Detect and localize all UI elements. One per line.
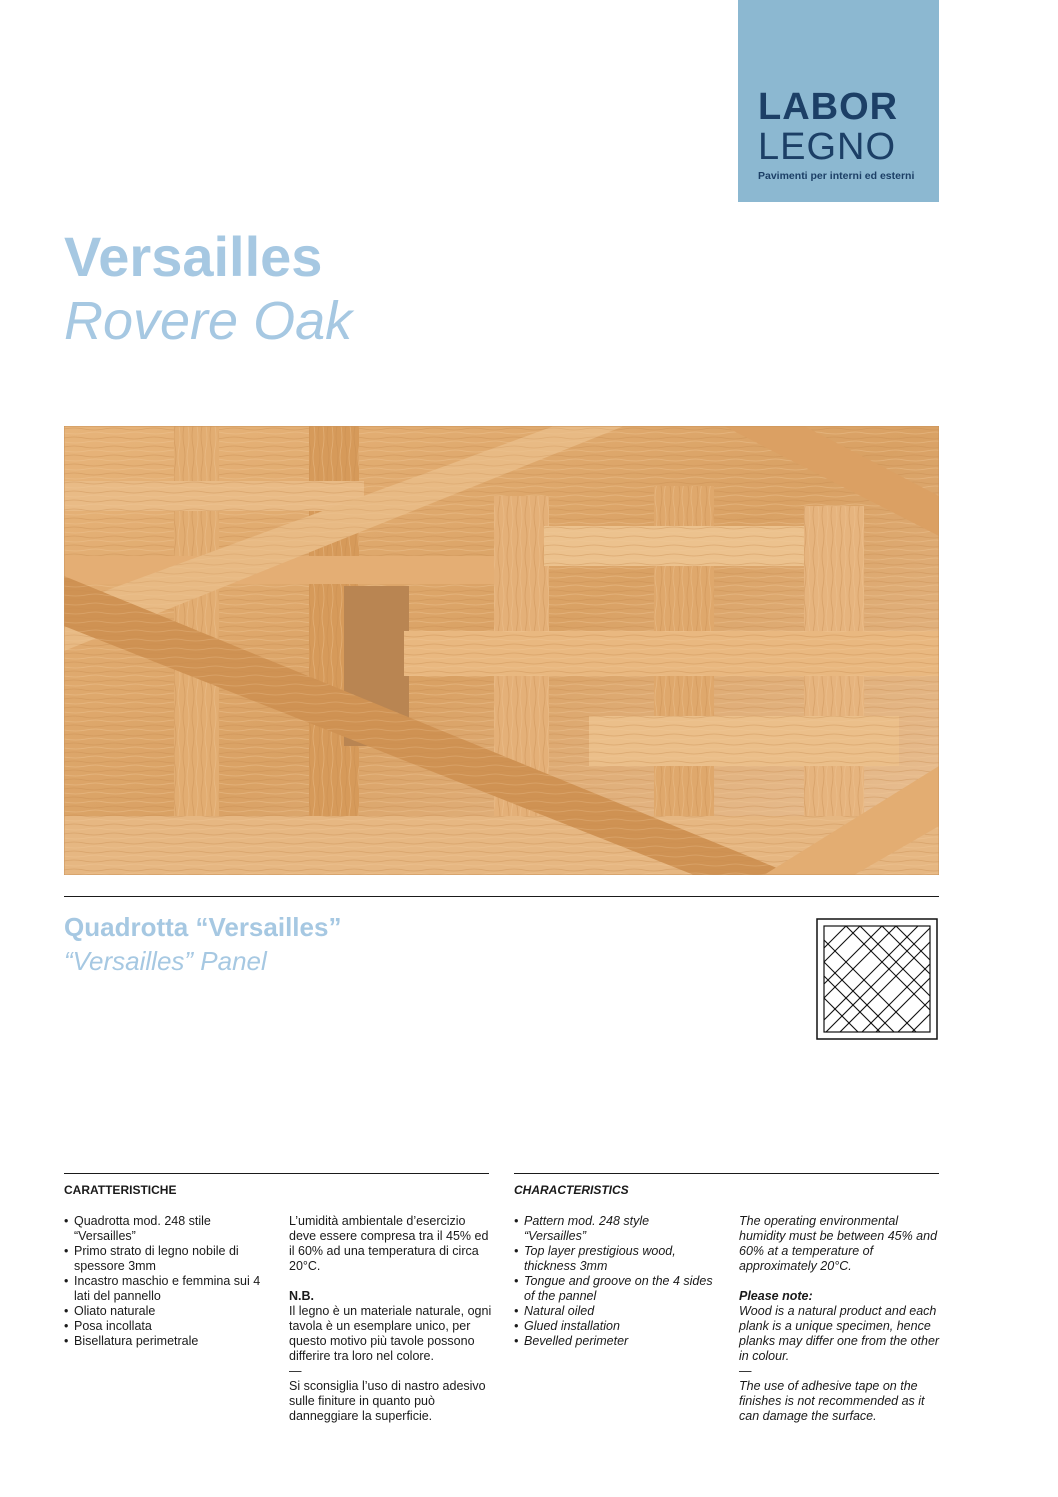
oak-parquet-photo <box>64 426 939 875</box>
english-section-rule <box>514 1173 939 1174</box>
humidity-note: L’umidità ambientale d’esercizio deve essere compresa tra il 45% ed il 60% ad una temperatura di circa 20°C. <box>289 1214 489 1273</box>
italian-notes <box>289 1214 494 1424</box>
logo-tagline: Pavimenti per interni ed esterni <box>758 170 915 182</box>
italian-section-rule <box>64 1173 489 1174</box>
versailles-pattern-icon <box>816 918 938 1040</box>
english-heading: CHARACTERISTICS <box>514 1183 629 1197</box>
logo-line-1: LABOR <box>758 86 899 128</box>
panel-title-italian: Quadrotta “Versailles” <box>64 912 342 942</box>
product-subtitle: Rovere Oak <box>64 291 353 351</box>
english-notes <box>739 1214 944 1424</box>
list-item: • Posa incollata <box>64 1319 264 1334</box>
nb-label: N.B. <box>289 1289 314 1303</box>
note-dash: — <box>739 1364 752 1378</box>
panel-title-english: “Versailles” Panel <box>64 946 267 976</box>
italian-features-list <box>64 1214 264 1349</box>
italian-heading: CARATTERISTICHE <box>64 1183 177 1197</box>
list-item: • Oliato naturale <box>64 1304 264 1319</box>
list-item: • Top layer prestigious wood, thickness 3mm <box>514 1244 714 1274</box>
nb-text: Wood is a natural product and each plank is a unique specimen, hence planks may differ one from the other in colour. <box>739 1304 940 1363</box>
pattern-icon-svg <box>816 918 938 1040</box>
list-item: • Primo strato di legno nobile di spessore 3mm <box>64 1244 264 1274</box>
list-item: • Natural oiled <box>514 1304 714 1319</box>
parquet-photo-svg <box>64 426 939 875</box>
humidity-note: The operating environmental humidity must be between 45% and 60% at a temperature of approximately 20°C. <box>739 1214 938 1273</box>
note-dash: — <box>289 1364 302 1378</box>
tape-note: Si sconsiglia l’uso di nastro adesivo sulle finiture in quanto può danneggiare la superficie. <box>289 1379 486 1423</box>
list-item: • Glued installation <box>514 1319 714 1334</box>
list-item: • Bevelled perimeter <box>514 1334 714 1349</box>
tape-note: The use of adhesive tape on the finishes is not recommended as it can damage the surface. <box>739 1379 925 1423</box>
logo-line-2: LEGNO <box>758 126 897 168</box>
list-item: • Bisellatura perimetrale <box>64 1334 264 1349</box>
list-item: • Tongue and groove on the 4 sides of the pannel <box>514 1274 714 1304</box>
brand-logo <box>738 0 939 202</box>
list-item: • Quadrotta mod. 248 stile “Versailles” <box>64 1214 264 1244</box>
english-features-list <box>514 1214 714 1349</box>
product-title: Versailles <box>64 225 323 288</box>
list-item: • Incastro maschio e femmina sui 4 lati del pannello <box>64 1274 264 1304</box>
divider-line <box>64 896 939 897</box>
nb-label: Please note: <box>739 1289 813 1303</box>
nb-text: Il legno è un materiale naturale, ogni tavola è un esemplare unico, per questo motivo più tavole possono differire tra loro nel colore. <box>289 1304 492 1363</box>
list-item: • Pattern mod. 248 style “Versailles” <box>514 1214 714 1244</box>
